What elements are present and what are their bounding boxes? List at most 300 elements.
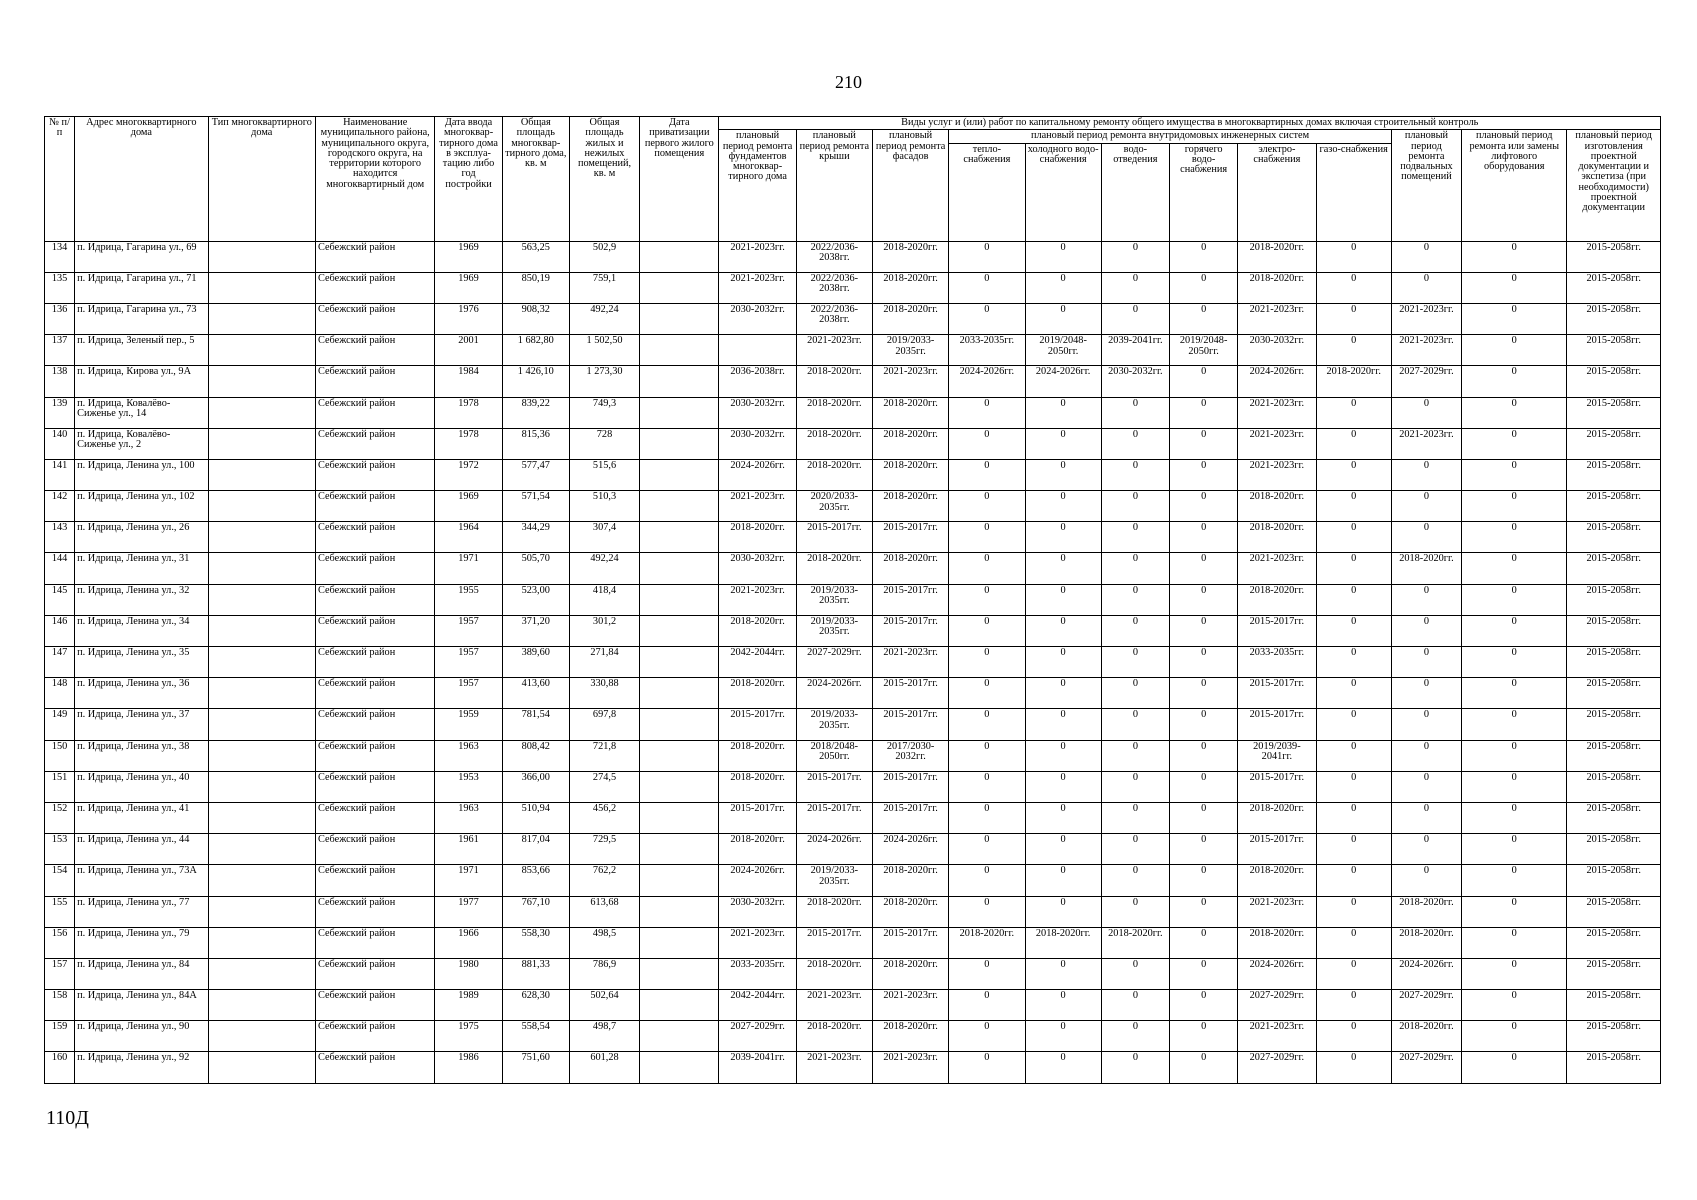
cell-num: 140 (45, 428, 75, 459)
cell-sewerage: 0 (1101, 802, 1169, 833)
cell-electricity: 2027-2029гг. (1238, 990, 1316, 1021)
cell-residential-area: 721,8 (569, 740, 639, 771)
cell-roof: 2018-2020гг. (796, 958, 872, 989)
cell-num: 139 (45, 397, 75, 428)
table-row (45, 802, 1661, 833)
cell-residential-area: 510,3 (569, 491, 639, 522)
cell-heating: 0 (949, 771, 1025, 802)
cell-roof: 2015-2017гг. (796, 771, 872, 802)
cell-design-docs: 2015-2058гг. (1567, 927, 1661, 958)
cell-address: п. Идрица, Ленина ул., 90 (75, 1021, 208, 1052)
cell-total-area: 853,66 (502, 865, 569, 896)
cell-municipality: Себежский район (315, 740, 434, 771)
cell-num: 141 (45, 459, 75, 490)
cell-municipality: Себежский район (315, 990, 434, 1021)
cell-sewerage: 0 (1101, 896, 1169, 927)
header-basement: плановый период ремонта подвальных помещений (1391, 130, 1461, 241)
cell-house-type (208, 771, 315, 802)
page-number: 210 (835, 72, 862, 92)
cell-elevator: 0 (1462, 958, 1567, 989)
cell-total-area: 523,00 (502, 584, 569, 615)
cell-gas: 0 (1316, 428, 1391, 459)
table-row (45, 834, 1661, 865)
cell-gas: 0 (1316, 272, 1391, 303)
header-residential-area: Общая площадь жилых и нежилых помещений, кв. м (569, 117, 639, 242)
cell-foundation: 2021-2023гг. (719, 491, 796, 522)
cell-basement: 0 (1391, 459, 1461, 490)
cell-municipality: Себежский район (315, 896, 434, 927)
cell-municipality: Себежский район (315, 802, 434, 833)
cell-commission-date: 1957 (435, 678, 502, 709)
cell-hot-water: 0 (1170, 896, 1238, 927)
cell-heating: 0 (949, 615, 1025, 646)
cell-privatization-date (640, 428, 719, 459)
cell-facade: 2018-2020гг. (872, 896, 948, 927)
cell-roof: 2018-2020гг. (796, 366, 872, 397)
cell-house-type (208, 958, 315, 989)
cell-cold-water: 0 (1025, 272, 1101, 303)
table-row (45, 740, 1661, 771)
table-row (45, 241, 1661, 272)
cell-basement: 0 (1391, 615, 1461, 646)
table-row (45, 553, 1661, 584)
cell-foundation: 2018-2020гг. (719, 740, 796, 771)
cell-electricity: 2021-2023гг. (1238, 459, 1316, 490)
cell-basement: 2021-2023гг. (1391, 335, 1461, 366)
cell-foundation: 2042-2044гг. (719, 990, 796, 1021)
cell-electricity: 2015-2017гг. (1238, 834, 1316, 865)
cell-elevator: 0 (1462, 927, 1567, 958)
cell-gas: 0 (1316, 615, 1391, 646)
cell-hot-water: 0 (1170, 740, 1238, 771)
cell-commission-date: 1972 (435, 459, 502, 490)
table-row (45, 459, 1661, 490)
cell-gas: 0 (1316, 678, 1391, 709)
cell-elevator: 0 (1462, 865, 1567, 896)
cell-facade: 2015-2017гг. (872, 802, 948, 833)
cell-commission-date: 1978 (435, 428, 502, 459)
cell-sewerage: 0 (1101, 647, 1169, 678)
cell-sewerage: 0 (1101, 459, 1169, 490)
cell-commission-date: 1957 (435, 647, 502, 678)
cell-elevator: 0 (1462, 647, 1567, 678)
cell-municipality: Себежский район (315, 678, 434, 709)
cell-gas: 0 (1316, 709, 1391, 740)
cell-facade: 2018-2020гг. (872, 241, 948, 272)
cell-electricity: 2015-2017гг. (1238, 771, 1316, 802)
cell-hot-water: 0 (1170, 927, 1238, 958)
cell-cold-water: 0 (1025, 553, 1101, 584)
cell-house-type (208, 615, 315, 646)
cell-facade: 2018-2020гг. (872, 491, 948, 522)
cell-design-docs: 2015-2058гг. (1567, 709, 1661, 740)
cell-basement: 2018-2020гг. (1391, 553, 1461, 584)
cell-foundation: 2030-2032гг. (719, 303, 796, 334)
cell-foundation: 2042-2044гг. (719, 647, 796, 678)
cell-foundation: 2024-2026гг. (719, 865, 796, 896)
cell-electricity: 2018-2020гг. (1238, 272, 1316, 303)
cell-address: п. Идрица, Гагарина ул., 69 (75, 241, 208, 272)
table-row (45, 771, 1661, 802)
cell-heating: 0 (949, 303, 1025, 334)
cell-foundation: 2018-2020гг. (719, 615, 796, 646)
cell-elevator: 0 (1462, 834, 1567, 865)
cell-design-docs: 2015-2058гг. (1567, 865, 1661, 896)
cell-gas: 0 (1316, 1021, 1391, 1052)
cell-foundation (719, 335, 796, 366)
cell-elevator: 0 (1462, 335, 1567, 366)
cell-design-docs: 2015-2058гг. (1567, 459, 1661, 490)
cell-total-area: 510,94 (502, 802, 569, 833)
cell-residential-area: 697,8 (569, 709, 639, 740)
cell-electricity: 2021-2023гг. (1238, 553, 1316, 584)
cell-num: 149 (45, 709, 75, 740)
cell-hot-water: 0 (1170, 428, 1238, 459)
cell-num: 156 (45, 927, 75, 958)
cell-num: 158 (45, 990, 75, 1021)
table-row (45, 678, 1661, 709)
cell-heating: 0 (949, 553, 1025, 584)
cell-electricity: 2027-2029гг. (1238, 1052, 1316, 1083)
cell-commission-date: 1969 (435, 241, 502, 272)
cell-sewerage: 0 (1101, 615, 1169, 646)
cell-roof: 2018-2020гг. (796, 397, 872, 428)
cell-design-docs: 2015-2058гг. (1567, 678, 1661, 709)
cell-residential-area: 498,5 (569, 927, 639, 958)
cell-house-type (208, 459, 315, 490)
cell-elevator: 0 (1462, 303, 1567, 334)
cell-municipality: Себежский район (315, 522, 434, 553)
header-facade: плановый период ремонта фасадов (872, 130, 948, 241)
cell-gas: 0 (1316, 397, 1391, 428)
cell-residential-area: 307,4 (569, 522, 639, 553)
cell-sewerage: 0 (1101, 428, 1169, 459)
cell-sewerage: 0 (1101, 709, 1169, 740)
cell-privatization-date (640, 366, 719, 397)
cell-residential-area: 729,5 (569, 834, 639, 865)
cell-cold-water: 0 (1025, 678, 1101, 709)
cell-sewerage: 0 (1101, 678, 1169, 709)
cell-house-type (208, 927, 315, 958)
cell-foundation: 2021-2023гг. (719, 927, 796, 958)
cell-elevator: 0 (1462, 553, 1567, 584)
cell-commission-date: 2001 (435, 335, 502, 366)
table-row (45, 335, 1661, 366)
cell-residential-area: 1 273,30 (569, 366, 639, 397)
cell-roof: 2019/2033-2035гг. (796, 865, 872, 896)
cell-num: 144 (45, 553, 75, 584)
cell-basement: 2024-2026гг. (1391, 958, 1461, 989)
cell-heating: 0 (949, 647, 1025, 678)
cell-cold-water: 0 (1025, 771, 1101, 802)
table-row (45, 1052, 1661, 1083)
cell-residential-area: 502,64 (569, 990, 639, 1021)
cell-address: п. Идрица, Ленина ул., 38 (75, 740, 208, 771)
cell-elevator: 0 (1462, 896, 1567, 927)
cell-hot-water: 0 (1170, 834, 1238, 865)
cell-privatization-date (640, 303, 719, 334)
cell-cold-water: 0 (1025, 740, 1101, 771)
table-row (45, 397, 1661, 428)
cell-facade: 2015-2017гг. (872, 927, 948, 958)
cell-privatization-date (640, 553, 719, 584)
cell-gas: 0 (1316, 241, 1391, 272)
table-row (45, 896, 1661, 927)
footer-code: 110Д (46, 1107, 89, 1129)
cell-foundation: 2018-2020гг. (719, 678, 796, 709)
cell-house-type (208, 834, 315, 865)
cell-commission-date: 1964 (435, 522, 502, 553)
cell-gas: 0 (1316, 896, 1391, 927)
cell-hot-water: 0 (1170, 241, 1238, 272)
cell-privatization-date (640, 272, 719, 303)
cell-privatization-date (640, 802, 719, 833)
cell-hot-water: 0 (1170, 865, 1238, 896)
cell-hot-water: 0 (1170, 958, 1238, 989)
cell-elevator: 0 (1462, 366, 1567, 397)
cell-privatization-date (640, 740, 719, 771)
cell-facade: 2015-2017гг. (872, 584, 948, 615)
cell-sewerage: 0 (1101, 958, 1169, 989)
cell-commission-date: 1966 (435, 927, 502, 958)
cell-residential-area: 301,2 (569, 615, 639, 646)
cell-privatization-date (640, 896, 719, 927)
cell-residential-area: 728 (569, 428, 639, 459)
cell-gas: 0 (1316, 771, 1391, 802)
cell-foundation: 2030-2032гг. (719, 428, 796, 459)
cell-basement: 0 (1391, 678, 1461, 709)
cell-hot-water: 0 (1170, 397, 1238, 428)
cell-facade: 2024-2026гг. (872, 834, 948, 865)
cell-sewerage: 0 (1101, 834, 1169, 865)
cell-electricity: 2015-2017гг. (1238, 615, 1316, 646)
cell-design-docs: 2015-2058гг. (1567, 335, 1661, 366)
cell-basement: 0 (1391, 522, 1461, 553)
cell-residential-area: 498,7 (569, 1021, 639, 1052)
cell-hot-water: 0 (1170, 553, 1238, 584)
cell-num: 136 (45, 303, 75, 334)
cell-elevator: 0 (1462, 272, 1567, 303)
cell-municipality: Себежский район (315, 428, 434, 459)
table-row (45, 522, 1661, 553)
cell-num: 154 (45, 865, 75, 896)
cell-residential-area: 271,84 (569, 647, 639, 678)
cell-electricity: 2018-2020гг. (1238, 522, 1316, 553)
capital-repair-table (44, 116, 1661, 1084)
cell-hot-water: 0 (1170, 459, 1238, 490)
cell-residential-area: 492,24 (569, 553, 639, 584)
cell-foundation: 2015-2017гг. (719, 709, 796, 740)
cell-foundation: 2018-2020гг. (719, 771, 796, 802)
cell-design-docs: 2015-2058гг. (1567, 303, 1661, 334)
cell-electricity: 2021-2023гг. (1238, 896, 1316, 927)
cell-roof: 2022/2036-2038гг. (796, 241, 872, 272)
cell-address: п. Идрица, Ленина ул., 40 (75, 771, 208, 802)
cell-privatization-date (640, 491, 719, 522)
cell-heating: 0 (949, 241, 1025, 272)
cell-address: п. Идрица, Ленина ул., 73А (75, 865, 208, 896)
table-row (45, 272, 1661, 303)
cell-municipality: Себежский район (315, 397, 434, 428)
cell-cold-water: 0 (1025, 990, 1101, 1021)
cell-foundation: 2018-2020гг. (719, 522, 796, 553)
cell-hot-water: 0 (1170, 272, 1238, 303)
cell-roof: 2021-2023гг. (796, 990, 872, 1021)
cell-commission-date: 1980 (435, 958, 502, 989)
table-row (45, 958, 1661, 989)
cell-design-docs: 2015-2058гг. (1567, 553, 1661, 584)
cell-commission-date: 1986 (435, 1052, 502, 1083)
cell-heating: 0 (949, 740, 1025, 771)
cell-house-type (208, 553, 315, 584)
cell-gas: 0 (1316, 335, 1391, 366)
cell-total-area: 344,29 (502, 522, 569, 553)
cell-foundation: 2021-2023гг. (719, 584, 796, 615)
cell-residential-area: 759,1 (569, 272, 639, 303)
cell-cold-water: 0 (1025, 303, 1101, 334)
cell-municipality: Себежский район (315, 927, 434, 958)
cell-foundation: 2030-2032гг. (719, 553, 796, 584)
cell-roof: 2018-2020гг. (796, 1021, 872, 1052)
cell-total-area: 1 682,80 (502, 335, 569, 366)
cell-roof: 2022/2036-2038гг. (796, 272, 872, 303)
cell-address: п. Идрица, Ленина ул., 77 (75, 896, 208, 927)
cell-heating: 0 (949, 678, 1025, 709)
cell-roof: 2024-2026гг. (796, 834, 872, 865)
cell-foundation: 2024-2026гг. (719, 459, 796, 490)
cell-cold-water: 0 (1025, 459, 1101, 490)
cell-design-docs: 2015-2058гг. (1567, 958, 1661, 989)
cell-electricity: 2015-2017гг. (1238, 709, 1316, 740)
cell-num: 153 (45, 834, 75, 865)
cell-total-area: 558,30 (502, 927, 569, 958)
cell-elevator: 0 (1462, 584, 1567, 615)
cell-sewerage: 0 (1101, 1021, 1169, 1052)
cell-commission-date: 1989 (435, 990, 502, 1021)
cell-facade: 2018-2020гг. (872, 459, 948, 490)
cell-num: 145 (45, 584, 75, 615)
cell-privatization-date (640, 709, 719, 740)
cell-hot-water: 0 (1170, 303, 1238, 334)
cell-roof: 2020/2033-2035гг. (796, 491, 872, 522)
cell-foundation: 2030-2032гг. (719, 397, 796, 428)
cell-commission-date: 1971 (435, 553, 502, 584)
cell-design-docs: 2015-2058гг. (1567, 397, 1661, 428)
cell-elevator: 0 (1462, 428, 1567, 459)
cell-basement: 0 (1391, 272, 1461, 303)
cell-residential-area: 274,5 (569, 771, 639, 802)
cell-heating: 2024-2026гг. (949, 366, 1025, 397)
cell-privatization-date (640, 522, 719, 553)
cell-hot-water: 0 (1170, 1021, 1238, 1052)
header-commission-date: Дата ввода многоквар-тирного дома в эксплуа-тацию либо год постройки (435, 117, 502, 242)
cell-commission-date: 1977 (435, 896, 502, 927)
table-row (45, 491, 1661, 522)
cell-commission-date: 1978 (435, 397, 502, 428)
cell-cold-water: 0 (1025, 1052, 1101, 1083)
cell-house-type (208, 647, 315, 678)
header-design-docs: плановый период изготовления проектной документации и экспетиза (при необходимости) проектной документации (1567, 130, 1661, 241)
cell-foundation: 2036-2038гг. (719, 366, 796, 397)
cell-total-area: 389,60 (502, 647, 569, 678)
cell-address: п. Идрица, Ковалёво-Сиженье ул., 2 (75, 428, 208, 459)
cell-residential-area: 762,2 (569, 865, 639, 896)
cell-basement: 0 (1391, 771, 1461, 802)
cell-address: п. Идрица, Ленина ул., 79 (75, 927, 208, 958)
cell-roof: 2015-2017гг. (796, 522, 872, 553)
cell-municipality: Себежский район (315, 366, 434, 397)
cell-total-area: 908,32 (502, 303, 569, 334)
cell-hot-water: 0 (1170, 584, 1238, 615)
cell-basement: 2018-2020гг. (1391, 1021, 1461, 1052)
cell-design-docs: 2015-2058гг. (1567, 740, 1661, 771)
cell-address: п. Идрица, Ленина ул., 35 (75, 647, 208, 678)
cell-gas: 0 (1316, 522, 1391, 553)
cell-gas: 0 (1316, 584, 1391, 615)
cell-roof: 2027-2029гг. (796, 647, 872, 678)
cell-house-type (208, 397, 315, 428)
cell-sewerage: 0 (1101, 272, 1169, 303)
cell-facade: 2021-2023гг. (872, 647, 948, 678)
cell-gas: 0 (1316, 553, 1391, 584)
cell-electricity: 2021-2023гг. (1238, 1021, 1316, 1052)
cell-basement: 0 (1391, 647, 1461, 678)
cell-gas: 0 (1316, 647, 1391, 678)
cell-commission-date: 1959 (435, 709, 502, 740)
cell-electricity: 2021-2023гг. (1238, 428, 1316, 459)
cell-roof: 2015-2017гг. (796, 927, 872, 958)
cell-hot-water: 0 (1170, 647, 1238, 678)
cell-sewerage: 0 (1101, 865, 1169, 896)
cell-facade: 2015-2017гг. (872, 615, 948, 646)
cell-municipality: Себежский район (315, 459, 434, 490)
header-gas: газо-снабжения (1316, 143, 1391, 241)
table-row (45, 303, 1661, 334)
cell-privatization-date (640, 678, 719, 709)
cell-design-docs: 2015-2058гг. (1567, 896, 1661, 927)
cell-address: п. Идрица, Ленина ул., 31 (75, 553, 208, 584)
cell-address: п. Идрица, Ковалёво-Сиженье ул., 14 (75, 397, 208, 428)
cell-total-area: 505,70 (502, 553, 569, 584)
cell-hot-water: 0 (1170, 366, 1238, 397)
cell-num: 135 (45, 272, 75, 303)
cell-cold-water: 0 (1025, 397, 1101, 428)
cell-sewerage: 0 (1101, 303, 1169, 334)
cell-house-type (208, 491, 315, 522)
cell-gas: 0 (1316, 740, 1391, 771)
cell-residential-area: 749,3 (569, 397, 639, 428)
cell-privatization-date (640, 615, 719, 646)
cell-gas: 2018-2020гг. (1316, 366, 1391, 397)
table-row (45, 584, 1661, 615)
table-row (45, 990, 1661, 1021)
cell-foundation: 2027-2029гг. (719, 1021, 796, 1052)
cell-cold-water: 0 (1025, 709, 1101, 740)
cell-house-type (208, 865, 315, 896)
cell-cold-water: 0 (1025, 802, 1101, 833)
cell-cold-water: 0 (1025, 241, 1101, 272)
cell-design-docs: 2015-2058гг. (1567, 834, 1661, 865)
table-row (45, 366, 1661, 397)
cell-sewerage: 0 (1101, 740, 1169, 771)
cell-roof: 2019/2033-2035гг. (796, 709, 872, 740)
cell-electricity: 2033-2035гг. (1238, 647, 1316, 678)
cell-hot-water: 0 (1170, 1052, 1238, 1083)
cell-facade: 2021-2023гг. (872, 366, 948, 397)
cell-privatization-date (640, 834, 719, 865)
cell-house-type (208, 990, 315, 1021)
cell-hot-water: 0 (1170, 491, 1238, 522)
